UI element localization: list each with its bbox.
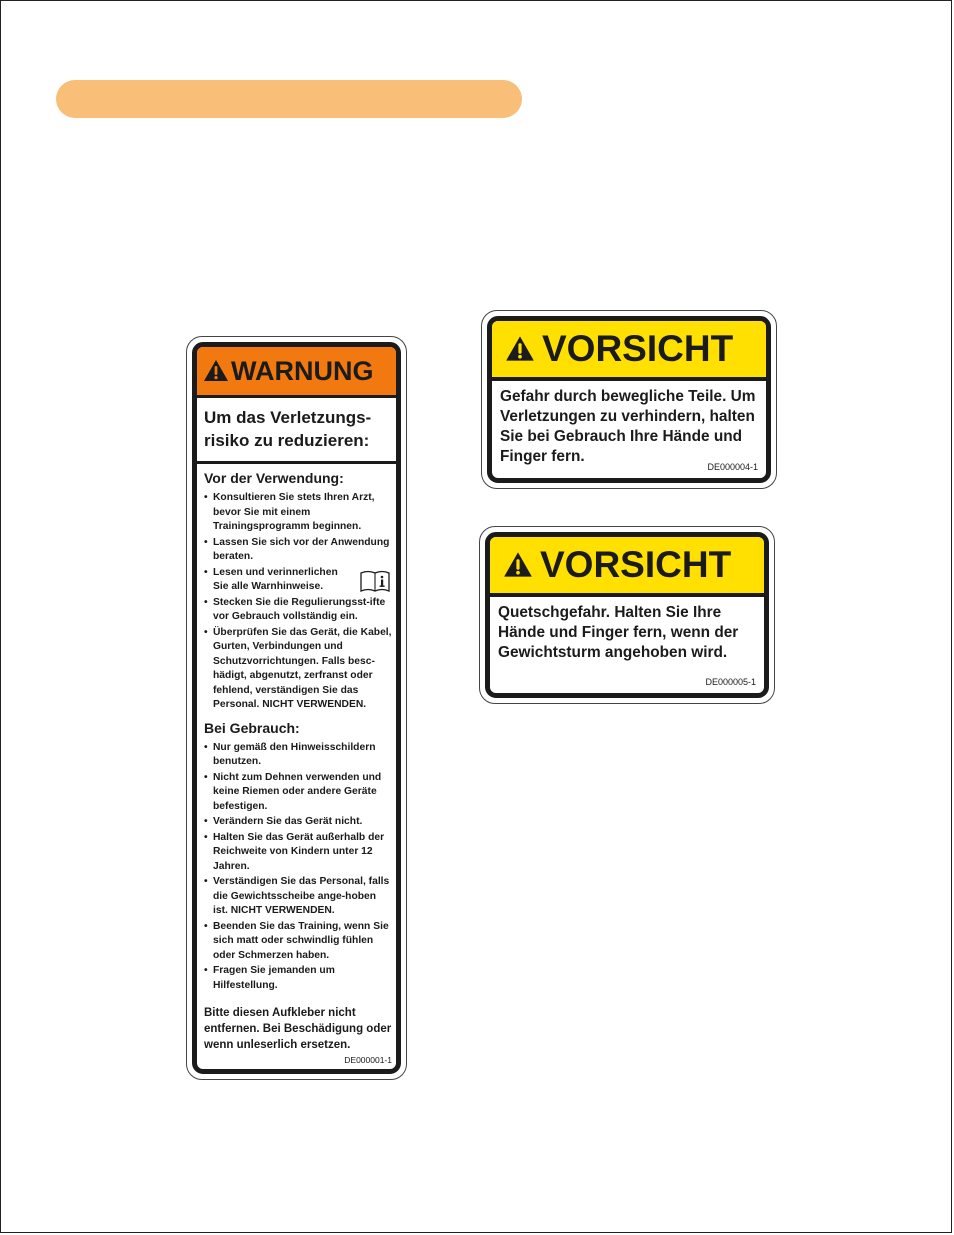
warnung-code: DE000001-1: [344, 1055, 392, 1065]
before-use-list: [204, 491, 392, 713]
section-header-bar: [56, 80, 522, 118]
vorsicht-moving-parts-title: VORSICHT: [542, 328, 734, 369]
vorsicht-moving-parts-label: [481, 310, 777, 489]
list-item: • Stecken Sie die Regulierungsst-ifte vor Gebrauch vollständig ein.: [204, 596, 392, 625]
vorsicht-pinch-code: DE000005-1: [705, 677, 756, 687]
manual-info-icon: [360, 570, 390, 592]
during-use-heading: Bei Gebrauch:: [204, 719, 300, 736]
list-item: • Lassen Sie sich vor der Anwendung beraten.: [204, 536, 392, 565]
list-item: • Verändern Sie das Gerät nicht.: [204, 815, 392, 830]
vorsicht-pinch-label: [479, 526, 775, 704]
warning-triangle-icon: [203, 359, 229, 382]
list-item: • Überprüfen Sie das Gerät, die Kabel, Gurten, Verbindungen und Schutzvorrichtungen. Falls besc-hädigt, abgenutzt, zerfranst oder fehlend, verständigen Sie das Personal. NICHT VERWENDEN.: [204, 626, 392, 713]
list-item: • Verständigen Sie das Personal, falls die Gewichtsscheibe ange-hoben ist. NICHT VERWENDEN.: [204, 875, 392, 919]
list-item: • Fragen Sie jemanden um Hilfestellung.: [204, 964, 392, 993]
vorsicht-pinch-title: VORSICHT: [540, 544, 732, 585]
vorsicht-pinch-inner: [485, 532, 769, 698]
warnung-title: WARNUNG: [231, 356, 374, 386]
warning-triangle-icon: [503, 551, 533, 578]
warnung-header: [197, 347, 396, 398]
list-item: [204, 566, 392, 595]
during-use-list: [204, 741, 392, 994]
warnung-footer-text: Bitte diesen Aufkleber nicht entfernen. Bei Beschädigung oder wenn unleserlich ersetzen.: [204, 1007, 392, 1051]
warnung-subheading: Um das Verletzungs-risiko zu reduzieren:: [197, 398, 396, 464]
list-item: • Beenden Sie das Training, wenn Sie sich matt oder schwindlig fühlen oder Schmerzen haben.: [204, 920, 392, 964]
list-item-text: Lesen und verinnerlichen Sie alle Warnhinweise.: [213, 566, 338, 592]
warnung-body: [197, 464, 396, 1053]
list-item: • Halten Sie das Gerät außerhalb der Reichweite von Kindern unter 12 Jahren.: [204, 831, 392, 875]
vorsicht-moving-parts-text: Gefahr durch bewegliche Teile. Um Verletzungen zu verhindern, halten Sie bei Gebrauch Ihre Hände und Finger fern.: [500, 388, 756, 465]
list-item: • Nur gemäß den Hinweisschildern benutzen.: [204, 741, 392, 770]
vorsicht-moving-parts-inner: [487, 316, 771, 483]
list-item: • Konsultieren Sie stets Ihren Arzt, bevor Sie mit einem Trainingsprogramm beginnen.: [204, 491, 392, 535]
before-use-heading: Vor der Verwendung:: [204, 470, 344, 486]
warnung-label: [186, 336, 407, 1080]
vorsicht-moving-parts-code: DE000004-1: [707, 462, 758, 472]
warning-triangle-icon: [505, 335, 535, 362]
vorsicht-moving-parts-header: [492, 321, 766, 381]
warnung-label-inner: [192, 342, 401, 1074]
vorsicht-pinch-text: Quetschgefahr. Halten Sie Ihre Hände und Finger fern, wenn der Gewichtsturm angehoben wird.: [498, 604, 739, 661]
vorsicht-pinch-header: [490, 537, 764, 597]
list-item: • Nicht zum Dehnen verwenden und keine Riemen oder andere Geräte befestigen.: [204, 771, 392, 815]
